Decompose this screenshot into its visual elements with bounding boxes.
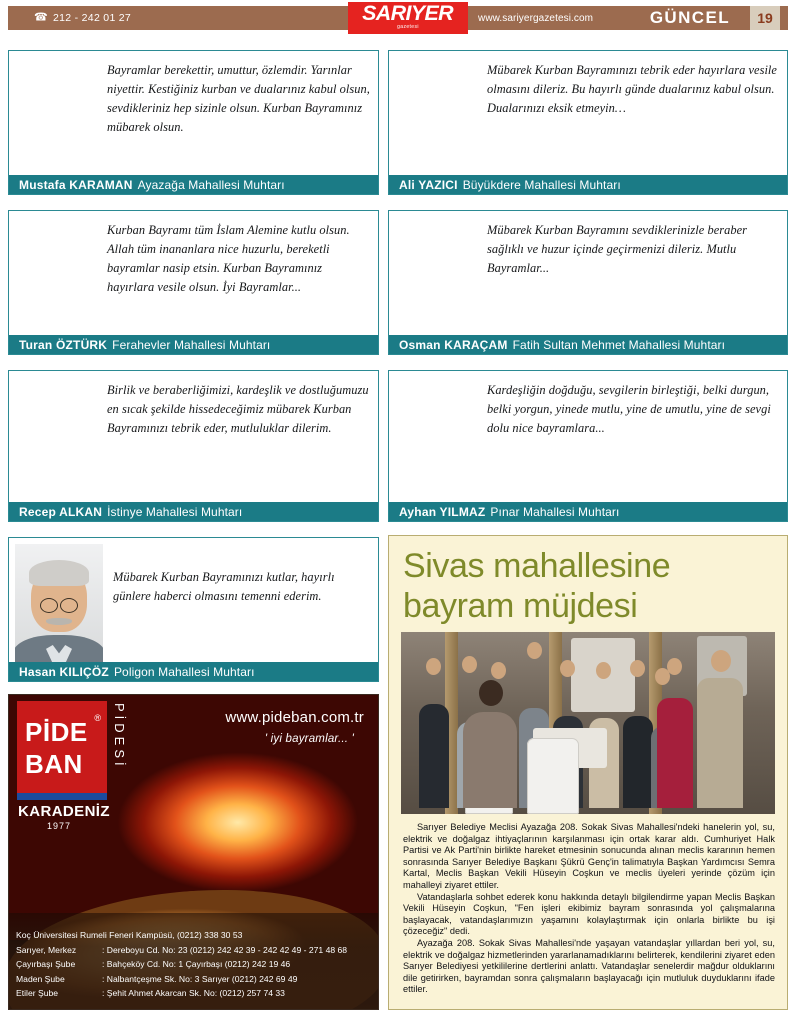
address-value: : Bahçeköy Cd. No: 1 Çayırbaşı (0212) 242 19 46 [102, 959, 291, 970]
greeting-card-body [9, 211, 378, 354]
greeting-namebar [9, 335, 378, 354]
pideban-logo-stripe [17, 793, 107, 800]
greeting-person-title: İstinye Mahallesi Muhtarı [107, 504, 243, 519]
photo-person [623, 716, 653, 808]
pideban-karadeniz-label: KARADENİZ [18, 803, 110, 820]
sariyer-logo-subtext: gazetesi [397, 24, 419, 30]
article-paragraph: Sarıyer Belediye Meclisi Ayazağa 208. Sokak Sivas Mahallesi'ndeki hanelerin yol, su, elektrik ve doğalgaz ihtiyaçlarının karşılanması için ortak karar aldı. Cumhuriyet Halk Partisi ve Ak Parti'nin birlikte hareket etmesinin sonucunda alınan meclis kararının hemen sonrasında Sarıyer Belediye Başkanı Şükrü Genç'in talimatıyla Başkan Yardımcısı Semra Kartal, Meclis Başkan Vekili Hüseyin Coşkun ve meclis üyeleri yerinde çözüm için mahalleyi ziyaret ettiler. [403, 822, 775, 890]
pideban-logo-line2: BAN [25, 749, 83, 779]
portrait-photo [15, 544, 103, 677]
greeting-person-title: Ferahevler Mahallesi Muhtarı [112, 337, 271, 352]
address-label: Çayırbaşı Şube [16, 959, 76, 970]
greeting-card-body [9, 371, 378, 521]
greeting-person-name: Ayhan YILMAZ [399, 504, 486, 519]
photo-person-head [596, 662, 611, 679]
greeting-person-name: Ali YAZICI [399, 177, 458, 192]
masthead-phone [34, 12, 131, 24]
greeting-person-name: Mustafa KARAMAN [19, 177, 133, 192]
page-number: 19 [750, 6, 780, 30]
greeting-quote: Kardeşliğin doğduğu, sevgilerin birleştiği, belki durgun, belki yorgun, yinede mutlu, yine de umutlu, yine de sevgi dolu nice bayramlara... [487, 383, 771, 435]
greeting-quote: Birlik ve beraberliğimizi, kardeşlik ve dostluğumuzu en sıcak şekilde hissedeceğimiz mübarek Kurban Bayramınızı tebrik eder, mutluluklar dilerim. [107, 383, 369, 435]
pideban-website-url[interactable]: www.pideban.com.tr [225, 709, 364, 726]
photo-person-head [560, 660, 575, 677]
pideban-advertisement[interactable] [8, 694, 379, 1010]
greeting-person-title: Büyükdere Mahallesi Muhtarı [462, 177, 621, 192]
greeting-namebar [9, 662, 378, 681]
greeting-quote: Mübarek Kurban Bayramınızı tebrik eder hayırlara vesile olmasını dileriz. Bu hayırlı günde dualarınız kabul olsun. Dualarınızı eksik etmeyin… [487, 63, 777, 115]
greeting-namebar [9, 175, 378, 194]
photo-person-back-facing [463, 712, 517, 808]
greeting-person-title: Poligon Mahallesi Muhtarı [113, 664, 255, 679]
greeting-namebar [9, 502, 378, 521]
address-row [16, 957, 372, 972]
photo-person [657, 698, 693, 808]
greeting-card-body [389, 371, 787, 521]
article-paragraph: Vatandaşlarla sohbet ederek konu hakkında detaylı bilgilendirme yapan Meclis Başkan Vekili Hüseyin Coşkun, "Fen işleri ekibimiz bayram sonrasında yol çalışmalarına başlayacak, vatandaşlarımızın yaşamını kolaylaştırmak için onlarla birlikte bu işi çözeceğiz" dedi. [403, 891, 775, 937]
photo-person-head [711, 650, 731, 672]
greeting-card-body [389, 211, 787, 354]
photo-chair [527, 738, 579, 814]
greeting-card-recep-alkan [8, 370, 379, 522]
photo-person-head [479, 680, 503, 706]
greeting-card-ayhan-yilmaz [388, 370, 788, 522]
photo-person-head [462, 656, 477, 673]
pideban-address-list [16, 928, 372, 1001]
masthead-section-title: GÜNCEL [649, 8, 730, 27]
greeting-person-name: Hasan KILIÇÖZ [19, 664, 109, 679]
greeting-namebar [389, 175, 787, 194]
portrait-moustache [46, 618, 72, 625]
greeting-namebar [389, 335, 787, 354]
masthead-website-url[interactable]: www.sariyergazetesi.com [478, 12, 594, 24]
portrait-hair [29, 560, 89, 586]
address-row [16, 972, 372, 987]
greeting-person-name: Recep ALKAN [19, 504, 103, 519]
greeting-namebar [389, 502, 787, 521]
address-value: Koç Üniversitesi Rumeli Feneri Kampüsü, (0212) 338 30 53 [16, 930, 243, 941]
pideban-year-label: 1977 [47, 821, 72, 831]
greeting-quote: Kurban Bayramı tüm İslam Alemine kutlu olsun. Allah tüm inananlara nice huzurlu, bereketli bayramlar nasip etsin. Kurban Bayramınız hayırlara vesile olsun. İyi Bayramlar... [107, 223, 350, 294]
address-value: : Şehit Ahmet Akarcan Sk. No: (0212) 257 74 33 [102, 988, 285, 999]
greeting-card-ali-yazici [388, 50, 788, 195]
portrait-illustration [15, 544, 103, 677]
greeting-person-title: Pınar Mahallesi Muhtarı [490, 504, 620, 519]
greeting-card-mustafa-karaman [8, 50, 379, 195]
pideban-logo-line1: PİDE [25, 717, 88, 747]
greeting-card-body [9, 538, 378, 681]
greeting-person-title: Ayazağa Mahallesi Muhtarı [137, 177, 285, 192]
address-row [16, 928, 372, 943]
address-value: : Nalbantçeşme Sk. No: 3 Sarıyer (0212) 242 69 49 [102, 973, 298, 984]
greeting-card-hasan-kilicoz [8, 537, 379, 682]
address-row [16, 943, 372, 958]
photo-person-head [426, 658, 441, 675]
phone-icon: ☎ [34, 11, 49, 23]
photo-person-head [630, 660, 645, 677]
greeting-card-body [389, 51, 787, 194]
photo-person [697, 678, 743, 808]
article-headline: Sivas mahallesine bayram müjdesi [403, 547, 671, 625]
article-paragraph: Ayazağa 208. Sokak Sivas Mahallesi'nde yaşayan vatandaşlar yıllardan beri yol, su, elektrik ve doğalgaz hizmetlerinden yararlanamadıklarını belirterek, kendilerini ziyaret eden Sarıyer Belediyesi yetkililerine dertlerini anlattı. Vatandaşlar senelerdir mağdur olduklarını dile getirirken, bayramdan sonra çalışmaların başlayacağı için mutluluk duyduklarını ifade ettiler. [403, 937, 775, 995]
news-article [388, 535, 788, 1010]
address-value: : Dereboyu Cd. No: 23 (0212) 242 42 39 - 242 42 49 - 271 48 68 [102, 944, 348, 955]
photo-person-head [491, 662, 506, 679]
greeting-person-title: Fatih Sultan Mehmet Mahallesi Muhtarı [512, 337, 726, 352]
pideban-pidesi-vertical-label: PİDESİ [112, 703, 127, 770]
photo-person [419, 704, 449, 808]
masthead [8, 2, 788, 30]
masthead-phone-number: 212 - 242 01 27 [53, 12, 132, 24]
address-label: Etiler Şube [16, 988, 59, 999]
article-photo [401, 632, 775, 814]
greeting-quote: Mübarek Kurban Bayramınızı kutlar, hayırlı günlere haberci olmasını temenni ederim. [113, 570, 335, 603]
greeting-card-turan-ozturk [8, 210, 379, 355]
greeting-card-osman-karacam [388, 210, 788, 355]
registered-trademark-icon: ® [94, 713, 101, 723]
pideban-logo [17, 701, 107, 793]
address-label: Sarıyer, Merkez [16, 944, 77, 955]
sariyer-logo-text: SARIYER [362, 2, 454, 25]
greeting-quote: Bayramlar berekettir, umuttur, özlemdir. Yarınlar niyettir. Kestiğiniz kurban ve dualarınız kabul olsun, sevdikleriniz hep sizinle olsun. Kurban Bayramınız mübarek olsun. [107, 63, 370, 134]
address-row [16, 986, 372, 1001]
pideban-greeting-text: ' iyi bayramlar... ' [264, 733, 354, 745]
portrait-glasses-left-icon [40, 598, 58, 613]
greeting-person-name: Turan ÖZTÜRK [19, 337, 108, 352]
greeting-person-name: Osman KARAÇAM [399, 337, 508, 352]
sariyer-logo [348, 2, 468, 34]
portrait-glasses-right-icon [60, 598, 78, 613]
photo-person-head [667, 658, 682, 675]
photo-person-head [527, 642, 542, 659]
greeting-card-body [9, 51, 378, 194]
address-label: Maden Şube [16, 973, 65, 984]
greeting-quote: Mübarek Kurban Bayramını sevdiklerinizle beraber sağlıklı ve huzur içinde geçirmenizi dileriz. Mutlu Bayramlar... [487, 223, 748, 275]
article-body [389, 814, 787, 1006]
